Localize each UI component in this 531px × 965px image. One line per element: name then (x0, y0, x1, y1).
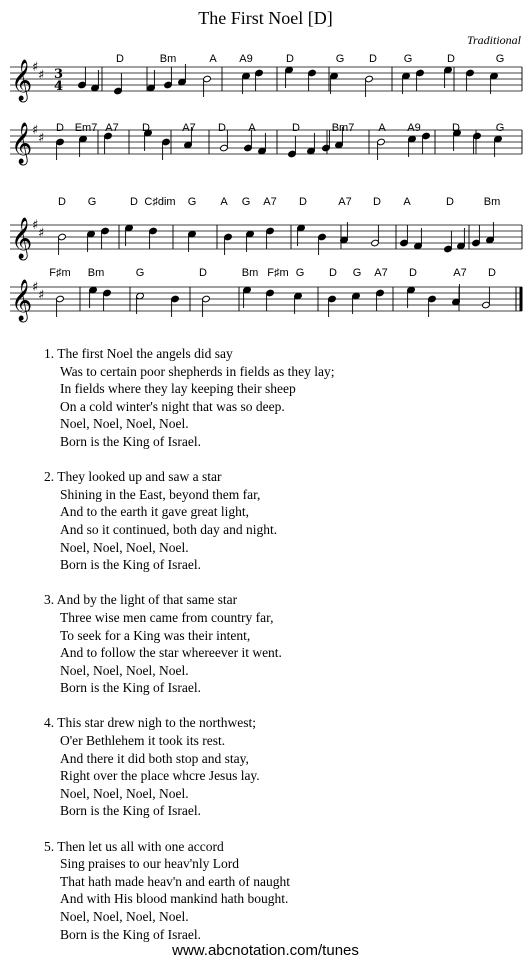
chord-symbol: A (220, 196, 228, 208)
chord-symbol: G (335, 53, 345, 65)
chord-symbol: A (209, 53, 217, 65)
chord-symbol: D (218, 122, 226, 134)
verse-line: 5. Then let us all with one accord (44, 838, 224, 854)
chord-symbol: G (135, 267, 145, 279)
verse-line: To seek for a King was their intent, (60, 627, 251, 643)
chord-symbol: D (447, 53, 455, 65)
chord-symbol: D (58, 196, 66, 208)
verse-2 (44, 468, 334, 574)
verse-line: Three wise men came from country far, (60, 609, 274, 625)
verse-line: Shining in the East, beyond them far, (60, 486, 261, 502)
composer: Traditional (466, 33, 521, 47)
chord-symbol: A7 (453, 267, 467, 279)
chord-symbol: Em7 (74, 122, 98, 134)
chord-symbol: D (446, 196, 454, 208)
verse-line: And with His blood mankind hath bought. (60, 891, 289, 907)
chord-symbol: C♯dim (144, 196, 176, 208)
verse-line: On a cold winter's night that was so deep. (60, 398, 285, 414)
verse-line: O'er Bethlehem it took its rest. (60, 733, 226, 749)
verse-line: Noel, Noel, Noel, Noel. (60, 909, 189, 924)
chord-symbol: D (292, 122, 300, 134)
chord-symbol: D (286, 53, 294, 65)
chord-symbol: D (299, 196, 307, 208)
chord-symbol: A (403, 196, 411, 208)
verse-line: Born is the King of Israel. (60, 433, 201, 449)
chord-symbol: Bm (87, 267, 105, 279)
chord-symbol: Bm (241, 267, 259, 279)
chord-symbol: G (87, 196, 97, 208)
chord-symbol: D (130, 196, 138, 208)
chord-symbol: G (403, 53, 413, 65)
treble-clef-icon: 𝄞 (11, 60, 33, 101)
chord-symbol: G (295, 267, 305, 279)
verse-5 (44, 838, 334, 944)
chord-symbol: D (488, 267, 496, 279)
chord-symbol: A (378, 122, 386, 134)
tune-title: The First Noel [D] (198, 8, 333, 28)
verse-line: In fields where they lay keeping their sheep (60, 381, 296, 397)
sharp-icon: ♯ (38, 288, 45, 303)
verse-line: And there it did both stop and stay, (60, 750, 249, 766)
chord-symbol: D (373, 196, 381, 208)
chord-symbol: A9 (239, 53, 253, 65)
verse-line: Noel, Noel, Noel, Noel. (60, 662, 189, 678)
time-signature-top: 3 (54, 67, 64, 82)
verse-line: Noel, Noel, Noel, Noel. (60, 785, 189, 801)
verse-line: 1. The first Noel the angels did say (44, 346, 233, 361)
chord-symbol: G (241, 196, 251, 208)
chord-symbol: G (495, 122, 505, 134)
verse-line: Sing praises to our heav'nly Lord (60, 856, 240, 872)
sharp-icon: ♯ (32, 218, 39, 233)
chord-symbol: Bm (159, 53, 177, 65)
verse-line: Right over the place whcre Jesus lay. (60, 768, 260, 784)
footer-url[interactable]: www.abcnotation.com/tunes (172, 942, 359, 959)
chord-symbol: D (56, 122, 64, 134)
chord-symbol: D (329, 267, 337, 279)
verse-line: Born is the King of Israel. (60, 557, 201, 573)
chord-symbol: D (409, 267, 417, 279)
chord-symbol: D (199, 267, 207, 279)
verses (44, 345, 334, 961)
verse-line: Born is the King of Israel. (60, 803, 201, 819)
chord-symbol: D (369, 53, 377, 65)
chord-symbol: G (187, 196, 197, 208)
verse-1 (44, 345, 334, 451)
treble-clef-icon: 𝄞 (11, 280, 33, 321)
chord-symbol: A7 (338, 196, 352, 208)
chord-symbol: A9 (407, 122, 421, 134)
verse-line: 3. And by the light of that same star (44, 592, 238, 608)
sharp-icon: ♯ (32, 123, 39, 138)
chord-symbol: D (116, 53, 124, 65)
verse-line: 4. This star drew nigh to the northwest; (44, 715, 256, 731)
treble-clef-icon: 𝄞 (11, 218, 33, 259)
chord-symbol: G (495, 53, 505, 65)
sharp-icon: ♯ (32, 60, 39, 75)
chord-symbol: A7 (263, 196, 277, 208)
verse-line: Noel, Noel, Noel, Noel. (60, 539, 189, 555)
treble-clef-icon: 𝄞 (11, 123, 33, 164)
verse-line: Born is the King of Israel. (60, 680, 201, 696)
chord-symbol: A7 (374, 267, 388, 279)
verse-line: Born is the King of Israel. (60, 926, 201, 942)
chord-symbol: D (142, 122, 150, 134)
chord-symbol: D (452, 122, 460, 134)
verse-line: And so it continued, both day and night. (60, 521, 278, 537)
verse-line: And to the earth it gave great light, (60, 504, 249, 520)
chord-symbol: Bm (483, 196, 501, 208)
sheet-music (0, 0, 531, 340)
chord-symbol: F♯m (49, 267, 71, 279)
verse-line: 2. They looked up and saw a star (44, 469, 222, 485)
sharp-icon: ♯ (38, 226, 45, 241)
verse-3 (44, 591, 334, 697)
chord-symbol: Bm7 (331, 122, 355, 134)
verse-line: And to follow the star whereever it went. (60, 645, 282, 661)
verse-line: Noel, Noel, Noel, Noel. (60, 416, 189, 432)
sharp-icon: ♯ (38, 131, 45, 146)
chord-symbol: A7 (105, 122, 119, 134)
chord-symbol: A7 (182, 122, 196, 134)
chord-symbol: A (248, 122, 256, 134)
verse-line: That hath made heav'n and earth of naught (60, 873, 290, 889)
chord-symbol: G (352, 267, 362, 279)
verse-line: Was to certain poor shepherds in fields as they lay; (60, 363, 335, 379)
time-signature-bottom: 4 (54, 79, 64, 94)
chord-symbol: F♯m (267, 267, 289, 279)
verse-4 (44, 714, 334, 820)
sharp-icon: ♯ (32, 280, 39, 295)
sharp-icon: ♯ (38, 68, 45, 83)
